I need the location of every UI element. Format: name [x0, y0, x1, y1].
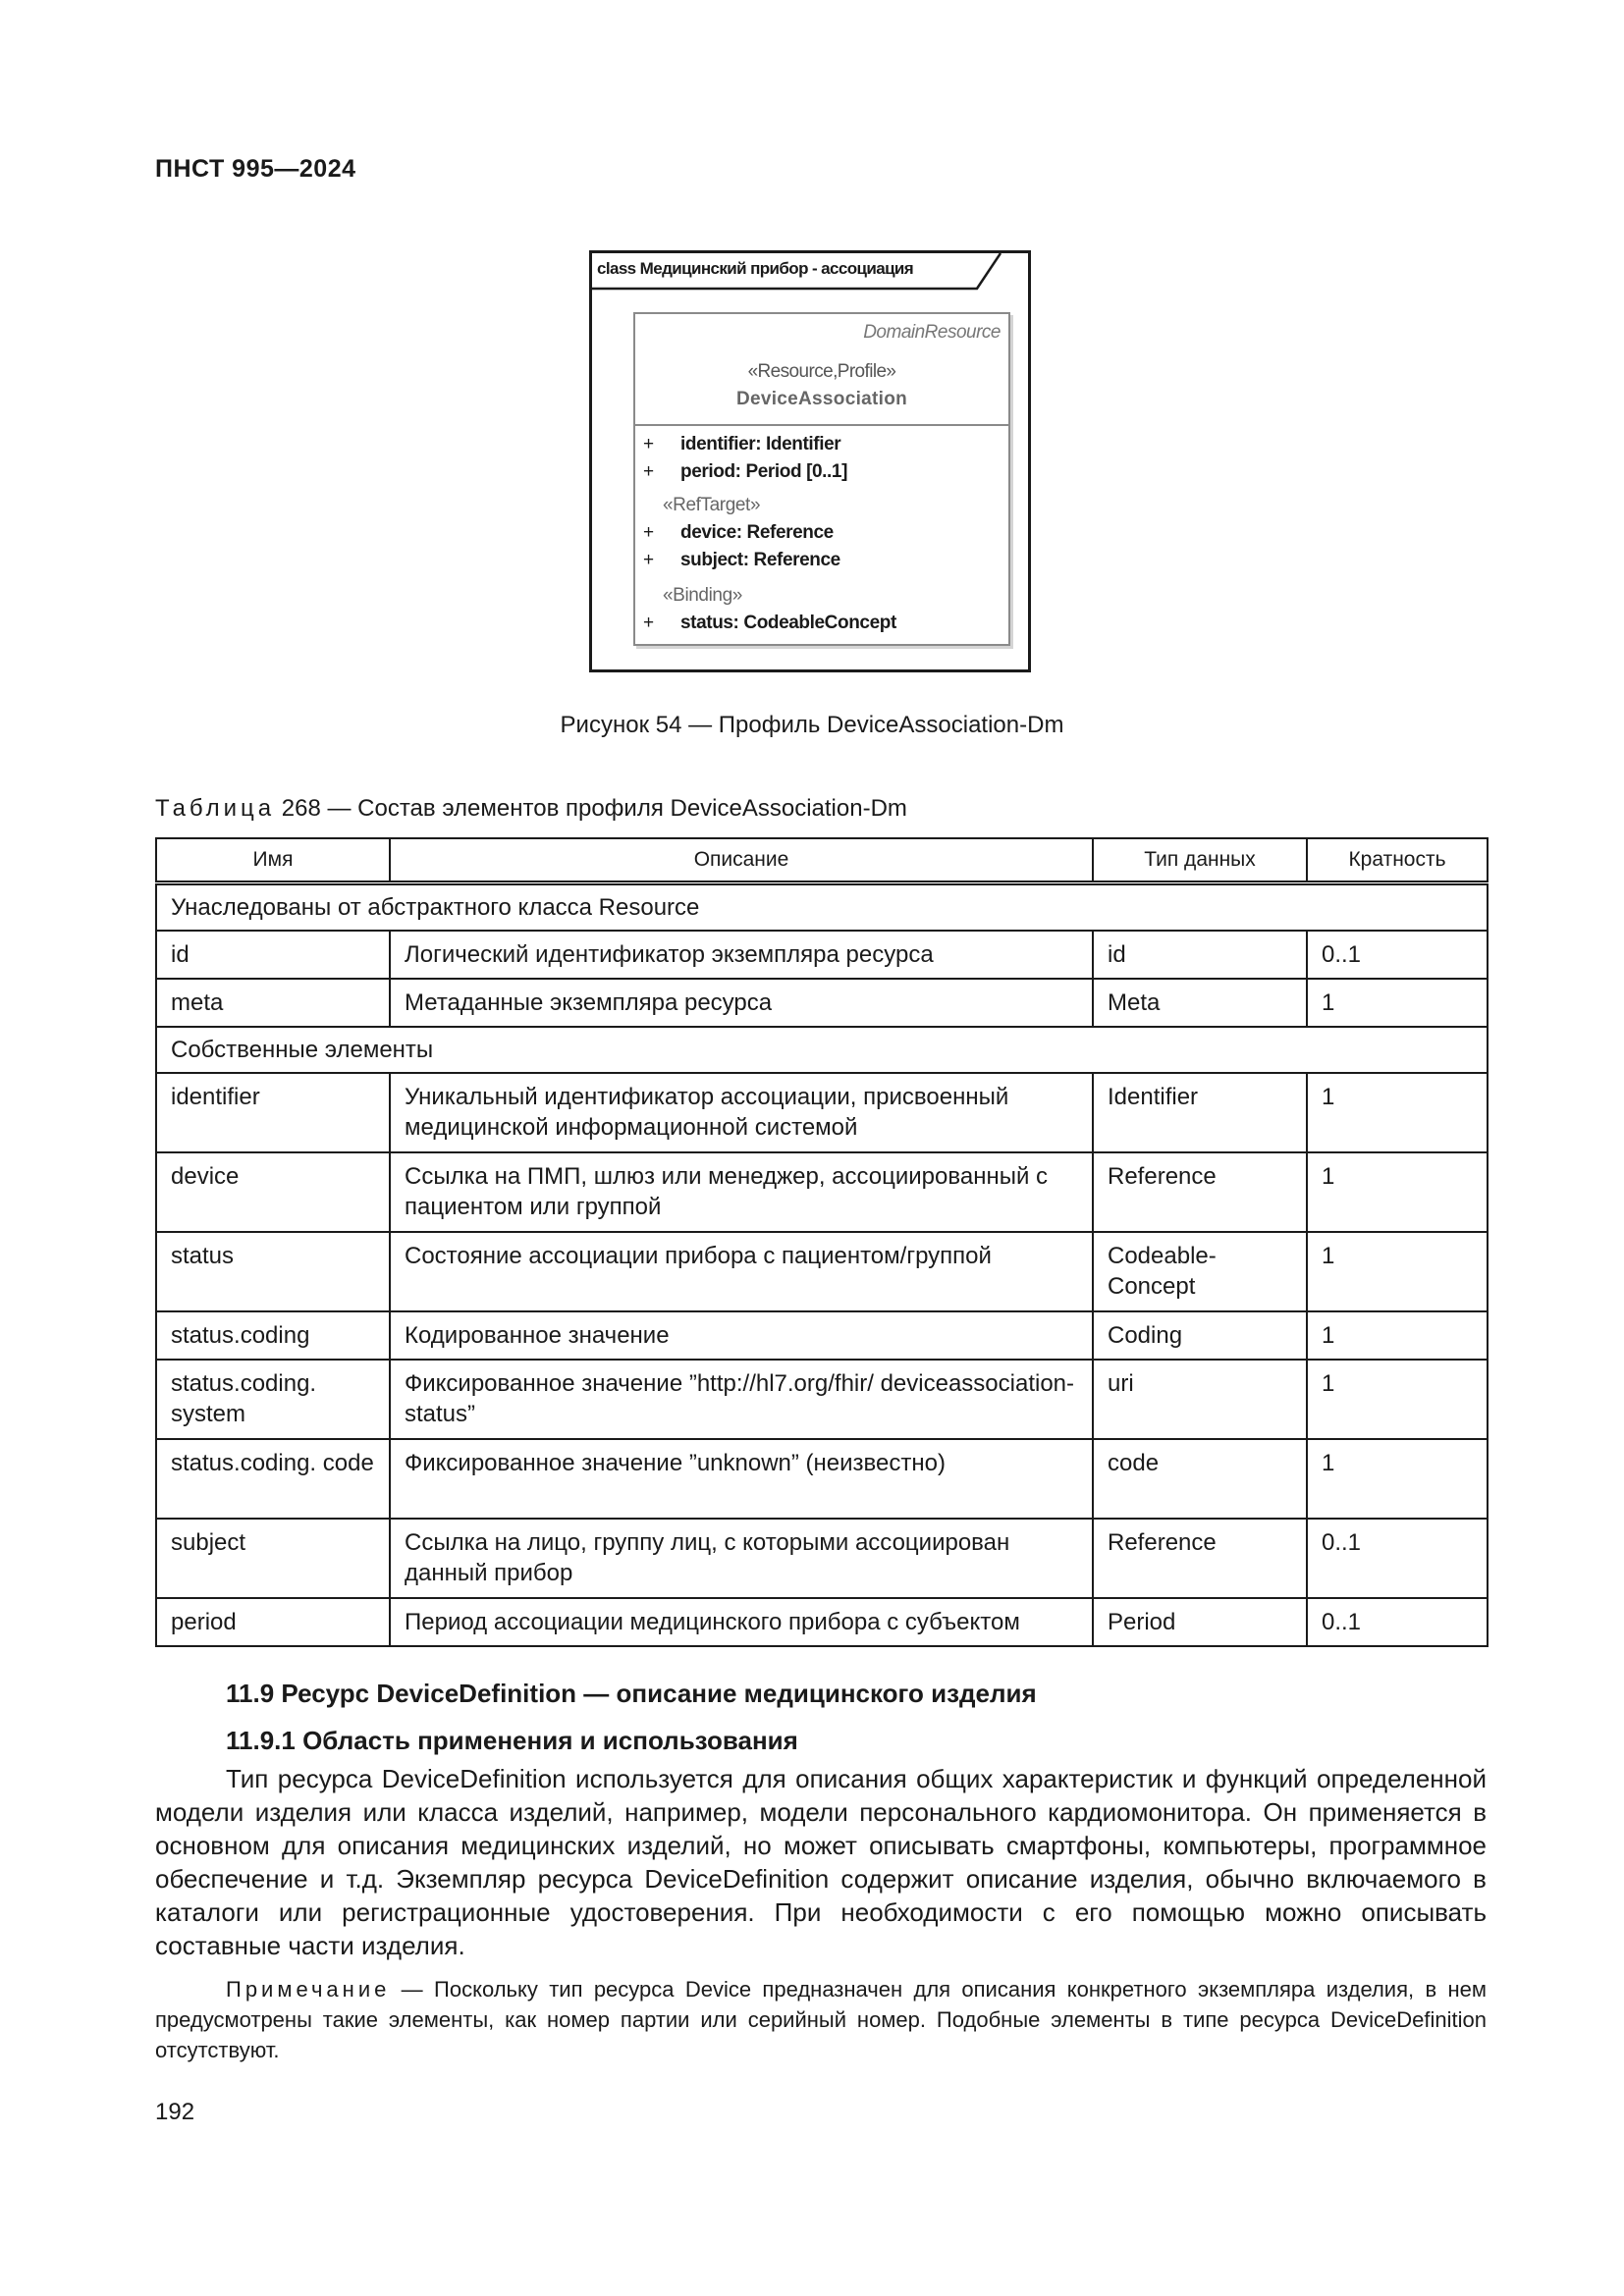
uml-reftarget-stereotype: «RefTarget» — [663, 495, 761, 515]
body-paragraph: Тип ресурса DeviceDefinition используется для описания общих характеристик и функций определенной модели изделия или класса изделий, например, модели персонального кардиомонитора. Он применяется в основном для описания медицинских изделий, но может описывать смартфоны, компьютеры, программное обеспечение и т.д. Экземпляр ресурса DeviceDefinition содержит описание изделия, обычно включаемого в каталоги или регистрационные удостоверения. При необходимости с его помощью можно описывать составные части изделия. — [155, 1764, 1487, 1960]
figure-caption: Рисунок 54 — Профиль DeviceAssociation-Dm — [560, 712, 1064, 738]
uml-class-box — [633, 312, 1010, 646]
cell-type: Period — [1093, 1598, 1307, 1646]
table-row — [156, 1232, 1488, 1311]
cell-cardinality: 0..1 — [1307, 1519, 1488, 1598]
table-title-prefix: Таблица — [155, 795, 276, 822]
column-header: Описание — [390, 838, 1093, 883]
cell-cardinality: 0..1 — [1307, 1598, 1488, 1646]
cell-type: id — [1093, 931, 1307, 979]
cell-cardinality: 1 — [1307, 1232, 1488, 1311]
document-code: ПНСТ 995—2024 — [155, 155, 356, 183]
uml-stereotype: «Resource,Profile» — [747, 361, 896, 382]
cell-type: Codeable-Concept — [1093, 1232, 1307, 1311]
table-row — [156, 1598, 1488, 1646]
elements-table — [155, 837, 1489, 1647]
cell-type: Reference — [1093, 1152, 1307, 1232]
section-label: Унаследованы от абстрактного класса Resource — [156, 883, 1488, 932]
cell-cardinality: 1 — [1307, 1439, 1488, 1519]
cell-type: Meta — [1093, 979, 1307, 1027]
cell-description: Период ассоциации медицинского прибора с субъектом — [390, 1598, 1093, 1646]
table-row — [156, 1519, 1488, 1598]
table-section-row — [156, 1027, 1488, 1073]
subsection-heading: 11.9.1 Область применения и использования — [226, 1726, 798, 1755]
cell-type: Identifier — [1093, 1073, 1307, 1152]
column-header: Кратность — [1307, 838, 1488, 883]
table-row — [156, 931, 1488, 979]
cell-description: Ссылка на ПМП, шлюз или менеджер, ассоциированный с пациентом или группой — [390, 1152, 1093, 1232]
cell-description: Фиксированное значение ”unknown” (неизвестно) — [390, 1439, 1093, 1519]
note-label: Примечание — [226, 1977, 391, 2002]
cell-cardinality: 0..1 — [1307, 931, 1488, 979]
cell-name: subject — [156, 1519, 390, 1598]
cell-cardinality: 1 — [1307, 979, 1488, 1027]
uml-frame-label: class Медицинский прибор - ассоциация — [597, 259, 914, 278]
cell-cardinality: 1 — [1307, 1073, 1488, 1152]
uml-attribute: + status: CodeableConcept — [643, 613, 896, 633]
uml-class-name: DeviceAssociation — [735, 389, 908, 409]
table-header-row — [156, 838, 1488, 883]
cell-name: status.coding. system — [156, 1360, 390, 1439]
section-heading: 11.9 Ресурс DeviceDefinition — описание медицинского изделия — [226, 1679, 1037, 1708]
cell-name: status.coding. code — [156, 1439, 390, 1519]
table-row — [156, 1073, 1488, 1152]
cell-name: period — [156, 1598, 390, 1646]
cell-description: Ссылка на лицо, группу лиц, с которыми ассоциирован данный прибор — [390, 1519, 1093, 1598]
cell-description: Кодированное значение — [390, 1311, 1093, 1360]
note-text: — Поскольку тип ресурса Device предназначен для описания конкретного экземпляра изделия, в нем предусмотрены такие элементы, как номер партии или серийный номер. Подобные элементы в типе ресурса DeviceDefinition отсутствуют. — [155, 1977, 1487, 2062]
cell-cardinality: 1 — [1307, 1152, 1488, 1232]
uml-attribute: + period: Period [0..1] — [643, 461, 848, 482]
cell-name: meta — [156, 979, 390, 1027]
cell-name: id — [156, 931, 390, 979]
page-number: 192 — [155, 2099, 195, 2125]
cell-name: identifier — [156, 1073, 390, 1152]
uml-attribute: + device: Reference — [643, 522, 834, 543]
column-header: Имя — [156, 838, 390, 883]
table-title-text: 268 — Состав элементов профиля DeviceAssociation-Dm — [275, 795, 907, 822]
section-label: Собственные элементы — [156, 1027, 1488, 1073]
table-section-row — [156, 883, 1488, 932]
uml-attribute: + subject: Reference — [643, 550, 840, 570]
cell-type: Coding — [1093, 1311, 1307, 1360]
cell-name: status — [156, 1232, 390, 1311]
cell-cardinality: 1 — [1307, 1311, 1488, 1360]
uml-attribute: + identifier: Identifier — [643, 434, 841, 454]
uml-frame-label-tab — [592, 253, 1004, 291]
table-title — [155, 795, 907, 823]
cell-description: Логический идентификатор экземпляра ресурса — [390, 931, 1093, 979]
cell-name: status.coding — [156, 1311, 390, 1360]
cell-description: Фиксированное значение ”http://hl7.org/fhir/ deviceassociation-status” — [390, 1360, 1093, 1439]
note-paragraph — [155, 1974, 1487, 2065]
table-row — [156, 1311, 1488, 1360]
cell-cardinality: 1 — [1307, 1360, 1488, 1439]
cell-description: Состояние ассоциации прибора с пациентом/группой — [390, 1232, 1093, 1311]
column-header: Тип данных — [1093, 838, 1307, 883]
uml-diagram-frame — [589, 250, 1031, 672]
table-row — [156, 1152, 1488, 1232]
cell-type: uri — [1093, 1360, 1307, 1439]
cell-name: device — [156, 1152, 390, 1232]
cell-description: Метаданные экземпляра ресурса — [390, 979, 1093, 1027]
cell-type: Reference — [1093, 1519, 1307, 1598]
table-row — [156, 1360, 1488, 1439]
uml-parent-class: DomainResource — [863, 322, 1001, 343]
table-row — [156, 979, 1488, 1027]
cell-description: Уникальный идентификатор ассоциации, присвоенный медицинской информационной системой — [390, 1073, 1093, 1152]
table-row — [156, 1439, 1488, 1519]
cell-type: code — [1093, 1439, 1307, 1519]
uml-binding-stereotype: «Binding» — [663, 585, 742, 606]
uml-class-header — [635, 314, 1008, 426]
